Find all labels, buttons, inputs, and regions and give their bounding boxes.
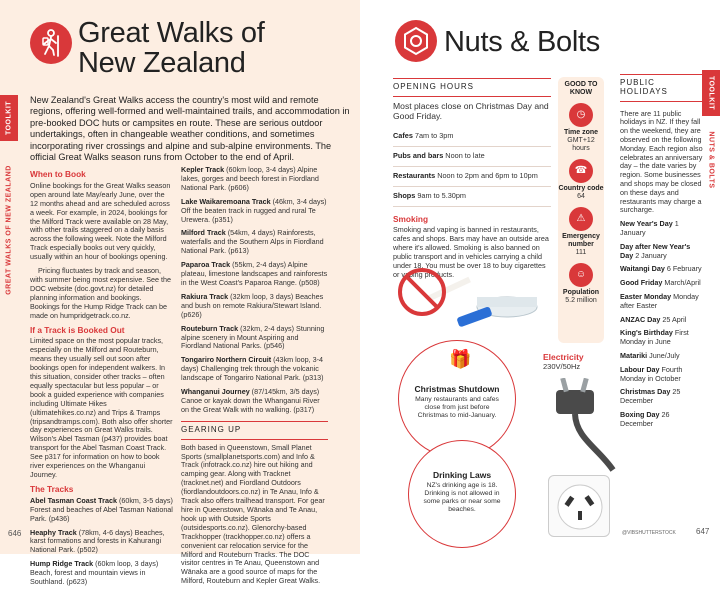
hours-value: Noon to late — [443, 150, 485, 160]
good-to-know-value: GMT+12 hours — [567, 137, 595, 152]
holiday-date: June/July — [649, 350, 680, 360]
track-item — [30, 560, 173, 587]
track-desc: (60km loop, 3-4 days) Alpine lakes, gorges and beech forest in Fiordland National Park. (p606) — [181, 165, 319, 192]
holiday-name: Easter Monday — [620, 291, 672, 301]
holiday-item — [620, 329, 704, 347]
track-item — [30, 497, 173, 524]
good-to-know-list — [558, 103, 604, 305]
public-holidays-heading: PUBLIC HOLIDAYS — [620, 74, 704, 102]
track-name: Milford Track — [181, 228, 226, 238]
holiday-item — [620, 388, 704, 406]
holiday-date: 2 January — [635, 250, 667, 260]
track-desc: (60km loop, 3 days) Beach, forest and mountain views in Southland. (p623) — [30, 559, 159, 587]
good-to-know-item — [558, 103, 604, 153]
public-holidays — [620, 74, 704, 429]
track-name: Heaphy Track — [30, 527, 77, 537]
hours-label: Cafes — [393, 130, 413, 140]
track-name: Routeburn Track — [181, 323, 239, 333]
holiday-item — [620, 352, 704, 361]
pricing-text: Pricing fluctuates by track and season, with summer being most expensive. See the DOC website (doc.govt.nz) for detailed planning information and bookings. Bookings for the Hump Ridge Track can be made on humpridgetrack.co.nz. — [30, 266, 172, 320]
good-to-know-label: Population — [562, 289, 600, 296]
opening-hours-heading: OPENING HOURS — [393, 78, 551, 97]
good-to-know-value: 5.2 million — [565, 297, 597, 304]
booked-out-heading: If a Track is Booked Out — [30, 324, 125, 335]
hours-value: 7am to 3pm — [412, 130, 454, 140]
holiday-date: 25 December — [620, 387, 681, 406]
chapter-strip-right — [702, 120, 720, 200]
track-name: Rakiura Track — [181, 291, 229, 301]
gearing-up-text: Both based in Queenstown, Small Planet Sports (smallplanetsports.com) and Info & Track (infotrack.co.nz) hire out hiking and camping gear. Along with Tracknet (tracknet.net) and Fiordland Outdoors (fiordlandoutdoors.co.nz) in Te Anau, Info & Track also offers trailhead transport. For gear hire in Queenstown, Wānaka and Te Anau, hook up with Outside Sports (outsidesports.co.nz). Glenorchy-based Trackhopper (trackhopper.co.nz) offers a convenient car relocation service for the Milford and Routeburn Tracks. The DOC visitor centres in Te Anau, Queenstown and Wānaka are a good source of maps for the Milford, Routeburn and Kepler Great Walks. — [181, 442, 325, 586]
left-column-2 — [181, 166, 328, 591]
hours-value: 9am to 5.30pm — [415, 190, 466, 200]
track-desc: (78km, 4-6 days) Beaches, karst formations and forests in Kahurangi National Park. (p502) — [30, 527, 165, 555]
hours-row — [393, 147, 551, 167]
track-item — [181, 229, 328, 256]
toolkit-tab-label: TOOLKIT — [5, 100, 13, 136]
tracks-list-b — [181, 166, 328, 415]
holiday-name: King's Birthday — [620, 328, 673, 338]
track-name: Paparoa Track — [181, 260, 231, 270]
gearing-up-heading: GEARING UP — [181, 421, 328, 440]
holiday-name: Good Friday — [620, 278, 663, 288]
smoking-heading: Smoking — [393, 213, 429, 224]
holiday-item — [620, 316, 704, 325]
track-name: Abel Tasman Coast Track — [30, 495, 117, 505]
holiday-date: Fourth Monday in October — [620, 364, 683, 383]
when-to-book-text: Online bookings for the Great Walks season open around late May/early June, over the 12 months ahead and are scheduled across a week. For example, in 2024, bookings for the Milford Track were available on 28 May, with other trails staggered on a daily basis across the following week. Note the Milford Track especially books out very quickly, usually within an hour of bookings opening. — [30, 180, 171, 262]
holiday-date: 6 February — [666, 264, 702, 274]
page-number-left: 646 — [8, 529, 22, 538]
opening-hours-intro: Most places close on Christmas Day and Good Friday. — [393, 100, 549, 122]
electricity-value: 230V/50Hz — [543, 362, 581, 371]
chapter-strip-label: NUTS & BOLTS — [707, 131, 715, 189]
track-desc: (46km, 3-4 days) Off the beaten track in rugged and rural Te Urewera. (p351) — [181, 196, 327, 224]
tracks-heading: The Tracks — [30, 483, 74, 494]
plug-icon — [538, 378, 618, 473]
toolkit-tab-left[interactable] — [0, 95, 18, 141]
christmas-shutdown-text: Many restaurants and cafes close from just before Christmas to mid-January. — [415, 396, 499, 419]
good-to-know-label: Country code — [558, 185, 604, 192]
hours-value: Noon to 2pm and 6pm to 10pm — [435, 170, 538, 180]
good-to-know-panel — [558, 77, 604, 343]
hours-row — [393, 187, 551, 207]
smoking-text: Smoking and vaping is banned in restaurants, cafes and shops. Bars may have an outside area where it's allowed. Smoking is also banned on public transport and in vehicles carrying a child under 18. You must be over 18 to buy cigarettes or vaping products. — [393, 225, 549, 279]
nut-icon — [395, 20, 437, 62]
holiday-item — [620, 293, 704, 311]
chapter-strip-left — [0, 145, 18, 315]
good-to-know-label: Emergency number — [562, 233, 600, 248]
hours-list — [393, 127, 551, 207]
holiday-name: Waitangi Day — [620, 264, 665, 274]
tracks-list-a — [30, 497, 173, 587]
hours-label: Restaurants — [393, 170, 436, 180]
track-item — [181, 261, 328, 288]
track-desc: (60km, 3-5 days) Forest and beaches of Abel Tasman National Park. (p436) — [30, 495, 173, 523]
holiday-item — [620, 220, 704, 238]
holiday-date: Monday after Easter — [620, 291, 699, 310]
intro-paragraph: New Zealand's Great Walks access the country's most wild and remote regions, offering well-formed and well-maintained trails, and accommodation in pre-booked DOC huts or campsites en route. These are serious outdoor undertakings, often in changeable weather conditions, and sometimes incorporating river crossings and alpine and sub-alpine environments. The official Great Walks season runs from October to the end of April. — [30, 95, 350, 163]
christmas-shutdown-heading: Christmas Shutdown — [414, 384, 500, 394]
holiday-name: New Year's Day — [620, 219, 673, 229]
track-name: Hump Ridge Track — [30, 559, 94, 569]
holiday-item — [620, 366, 704, 384]
track-desc: (54km, 4 days) Rainforests, waterfalls and the Southern Alps in Fiordland National Park. (p613) — [181, 228, 324, 256]
phone-icon: ☎ — [569, 159, 593, 183]
track-item — [181, 356, 328, 383]
siren-icon: ⚠ — [569, 207, 593, 231]
hours-row — [393, 167, 551, 187]
good-to-know-value: 111 — [575, 249, 587, 256]
track-item — [181, 388, 328, 415]
holiday-name: Boxing Day — [620, 409, 660, 419]
holiday-date: 26 December — [620, 409, 670, 428]
holiday-name: ANZAC Day — [620, 314, 661, 324]
good-to-know-label: Time zone — [563, 129, 599, 136]
good-to-know-item — [558, 159, 604, 201]
hours-row — [393, 127, 551, 147]
track-item — [30, 529, 173, 556]
holiday-date: 25 April — [662, 314, 687, 324]
when-to-book-heading: When to Book — [30, 169, 86, 179]
gift-icon: 🎁 — [449, 349, 472, 369]
track-desc: (43km loop, 3-4 days) Challenging trek through the volcanic landscape of Tongariro National Park. (p313) — [181, 355, 324, 383]
page-title-right: Nuts & Bolts — [444, 26, 600, 58]
toolkit-tab-label: TOOLKIT — [707, 75, 715, 111]
holiday-item — [620, 279, 704, 288]
drinking-laws-heading: Drinking Laws — [432, 470, 492, 480]
electricity-heading: Electricity — [543, 352, 584, 362]
track-desc: (32km loop, 3 days) Beaches and bush on remote Rakiura/Stewart Island. (p626) — [181, 291, 324, 319]
people-icon: ☺ — [569, 263, 593, 287]
holiday-date: First Monday in June — [620, 328, 689, 347]
photo-credit: @VIBSHUTTERSTOCK — [622, 530, 676, 536]
left-column-1 — [30, 166, 173, 592]
holiday-date: 1 January — [620, 219, 679, 237]
title-line-1: Great Walks of — [78, 17, 265, 49]
holiday-item — [620, 265, 704, 274]
holiday-name: Labour Day — [620, 364, 660, 374]
track-name: Whanganui Journey — [181, 387, 250, 397]
chapter-strip-label: GREAT WALKS OF NEW ZEALAND — [5, 165, 13, 295]
holiday-name: Matariki — [620, 350, 648, 360]
track-name: Lake Waikaremoana Track — [181, 196, 271, 206]
good-to-know-heading: GOOD TO KNOW — [564, 81, 598, 96]
right-column-1 — [393, 72, 551, 285]
good-to-know-value: 64 — [577, 193, 585, 200]
public-holidays-intro: There are 11 public holidays in NZ. If they fall on the weekend, they are observed on the following Monday. Each region also celebrates an anniversary day – the date varies by region. Some businesses and shops may be closed on these days and restaurants may charge a surcharge. — [620, 108, 703, 215]
page-number-right: 647 — [696, 527, 710, 536]
holiday-name: Christmas Day — [620, 387, 671, 397]
hours-label: Shops — [393, 190, 416, 200]
drinking-laws-text: NZ's drinking age is 18. Drinking is not allowed in some parks or near some beaches. — [423, 482, 501, 513]
holiday-item — [620, 243, 704, 261]
track-item — [181, 198, 328, 225]
holiday-date: March/April — [664, 278, 701, 288]
socket-icon — [548, 475, 610, 537]
track-name: Kepler Track — [181, 165, 225, 174]
holiday-name: Day after New Year's Day — [620, 241, 691, 260]
good-to-know-item — [558, 263, 604, 305]
track-desc: (32km, 2-4 days) Stunning alpine scenery in Mount Aspiring and Fiordland National Parks. (p546) — [181, 323, 325, 351]
hours-label: Pubs and bars — [393, 150, 444, 160]
toolkit-tab-right[interactable] — [702, 70, 720, 116]
track-desc: (55km, 2-4 days) Alpine plateau, limestone landscapes and rainforests in the West Coast's Paparoa Range. (p508) — [181, 260, 328, 287]
good-to-know-item — [558, 207, 604, 257]
right-page — [360, 0, 720, 554]
left-page — [0, 0, 360, 587]
no-smoking-illustration — [397, 262, 545, 340]
electricity-block — [543, 352, 584, 371]
track-item — [181, 166, 328, 193]
clock-icon: ◷ — [569, 103, 593, 127]
track-name: Tongariro Northern Circuit — [181, 355, 272, 365]
hiker-icon — [30, 22, 72, 64]
holiday-item — [620, 411, 704, 429]
title-line-2: New Zealand — [78, 47, 246, 79]
page-title-left — [78, 18, 265, 78]
track-item — [181, 293, 328, 320]
holidays-list — [620, 220, 704, 428]
track-desc: (87/145km, 3/5 days) Canoe or kayak down the Whanganui River on the Great Walk with no walking. (p317) — [181, 387, 320, 414]
drinking-laws-bubble — [408, 440, 516, 548]
booked-out-text: Limited space on the most popular tracks, especially on the Milford and Routeburn, means they usually sell out soon after bookings open for independent walkers. In this situation, consider other tracks – often equally spectacular but less popular – or book a guided experience with companies including Ultimate Hikes (ultimatehikes.co.nz) and Trips & Tramps (tripsandtramps.com). Both also offer shorter day experiences on Great Walks trails. Wilson's Abel Tasman (p437) provides boat transport for the Abel Tasman Coast Track. See p317 for information on how to book river experiences on the Whanganui Journey. — [30, 336, 173, 479]
track-item — [181, 325, 328, 352]
